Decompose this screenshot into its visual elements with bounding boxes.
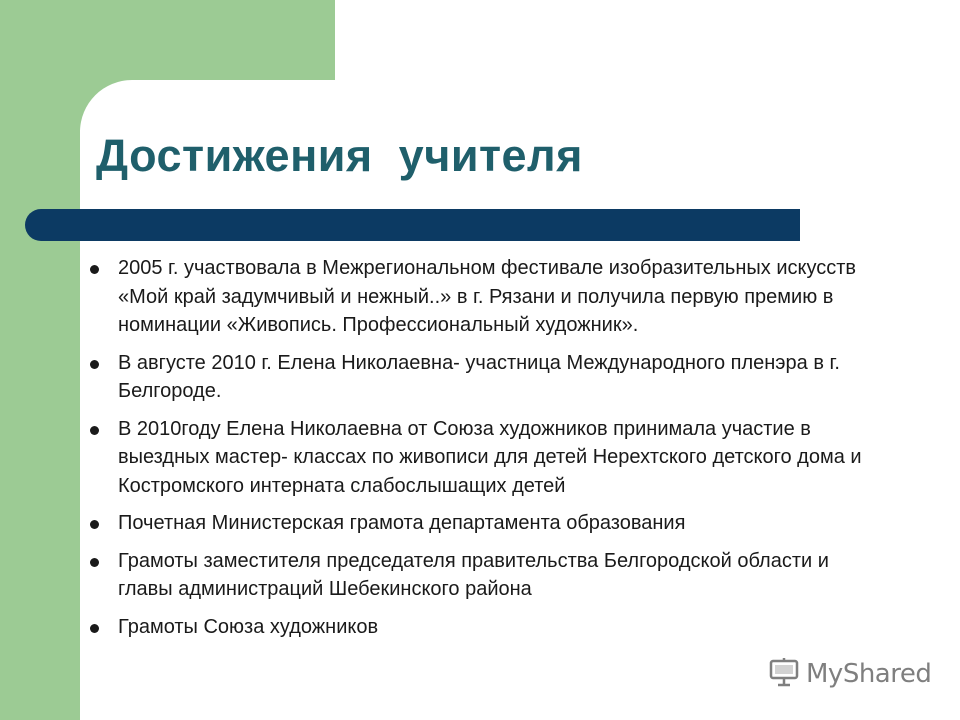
list-item-text: Почетная Министерская грамота департамента образования <box>118 512 686 534</box>
title-underline-bar <box>25 209 800 241</box>
list-item-text: В августе 2010 г. Елена Николаевна- участница Международного пленэра в г. Белгороде. <box>118 351 840 402</box>
bullet-dot-icon <box>90 520 99 529</box>
list-item <box>90 349 870 406</box>
list-item <box>90 547 870 604</box>
list-item-text: 2005 г. участвовала в Межрегиональном фестивале изобразительных искусств «Мой край задумчивый и нежный..» в г. Рязани и получила первую премию в номинации «Живопись. Профессиональный художник». <box>118 257 857 336</box>
achievements-list <box>90 254 870 650</box>
presentation-board-icon <box>768 656 800 693</box>
watermark-text: MyShared <box>806 659 932 689</box>
bullet-dot-icon <box>90 426 99 435</box>
bullet-dot-icon <box>90 558 99 567</box>
list-item-text: В 2010году Елена Николаевна от Союза художников принимала участие в выездных мастер- классах по живописи для детей Нерехтского детского дома и Костромского интерната слабослышащих детей <box>118 417 862 497</box>
bullet-dot-icon <box>90 624 99 633</box>
list-item <box>90 415 870 501</box>
list-item <box>90 613 870 642</box>
list-item <box>90 509 870 538</box>
bullet-dot-icon <box>90 360 99 369</box>
watermark-logo <box>768 654 932 694</box>
list-item <box>90 254 870 340</box>
slide-title: Достижения учителя <box>96 130 583 181</box>
bullet-dot-icon <box>90 265 99 274</box>
list-item-text: Грамоты заместителя председателя правительства Белгородской области и главы администраций Шебекинского района <box>118 549 829 600</box>
list-item-text: Грамоты Союза художников <box>118 615 379 638</box>
